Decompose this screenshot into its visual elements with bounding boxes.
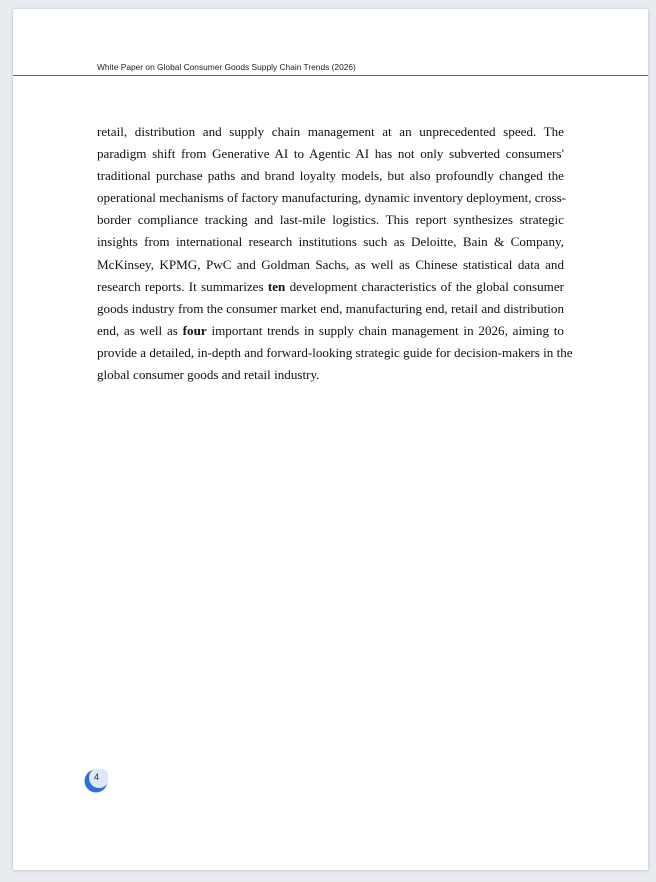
page-header-title: White Paper on Global Consumer Goods Supply Chain Trends (2026) — [97, 62, 356, 72]
header-divider — [13, 75, 648, 76]
paragraph-line: goods industry from the consumer market end, manufacturing end, retail and distribution — [97, 300, 564, 316]
paragraph-line: McKinsey, KPMG, PwC and Goldman Sachs, as well as Chinese statistical data and — [97, 256, 564, 272]
paragraph-line: retail, distribution and supply chain management at an unprecedented speed. The — [97, 124, 564, 139]
line-text: research reports. It summarizes — [97, 278, 268, 294]
line-text: end, as well as — [97, 322, 183, 338]
paragraph-line: global consumer goods and retail industry. — [97, 367, 320, 383]
paragraph-line — [97, 276, 564, 298]
paragraph-line: insights from international research institutions such as Deloitte, Bain & Company, — [97, 234, 564, 250]
page-number-badge — [84, 769, 108, 793]
paragraph-line: operational mechanisms of factory manufacturing, dynamic inventory deployment, cross- — [97, 190, 567, 206]
line-text: important trends in supply chain management in 2026, aiming to — [206, 322, 564, 338]
line-text: development characteristics of the global consumer — [285, 278, 565, 294]
paragraph-line — [97, 320, 564, 342]
paragraph-line: paradigm shift from Generative AI to Agentic AI has not only subverted consumers' — [97, 146, 564, 162]
body-paragraph — [97, 121, 573, 386]
document-page — [13, 9, 648, 870]
paragraph-line: provide a detailed, in-depth and forward-looking strategic guide for decision-makers in the — [97, 344, 573, 360]
page-number: 4 — [94, 772, 100, 782]
emphasis-four: four — [182, 322, 207, 338]
emphasis-ten: ten — [267, 278, 286, 294]
paragraph-line: border compliance tracking and last-mile logistics. This report synthesizes strategic — [97, 212, 564, 228]
paragraph-line: traditional purchase paths and brand loyalty models, but also profoundly changed the — [97, 168, 564, 184]
